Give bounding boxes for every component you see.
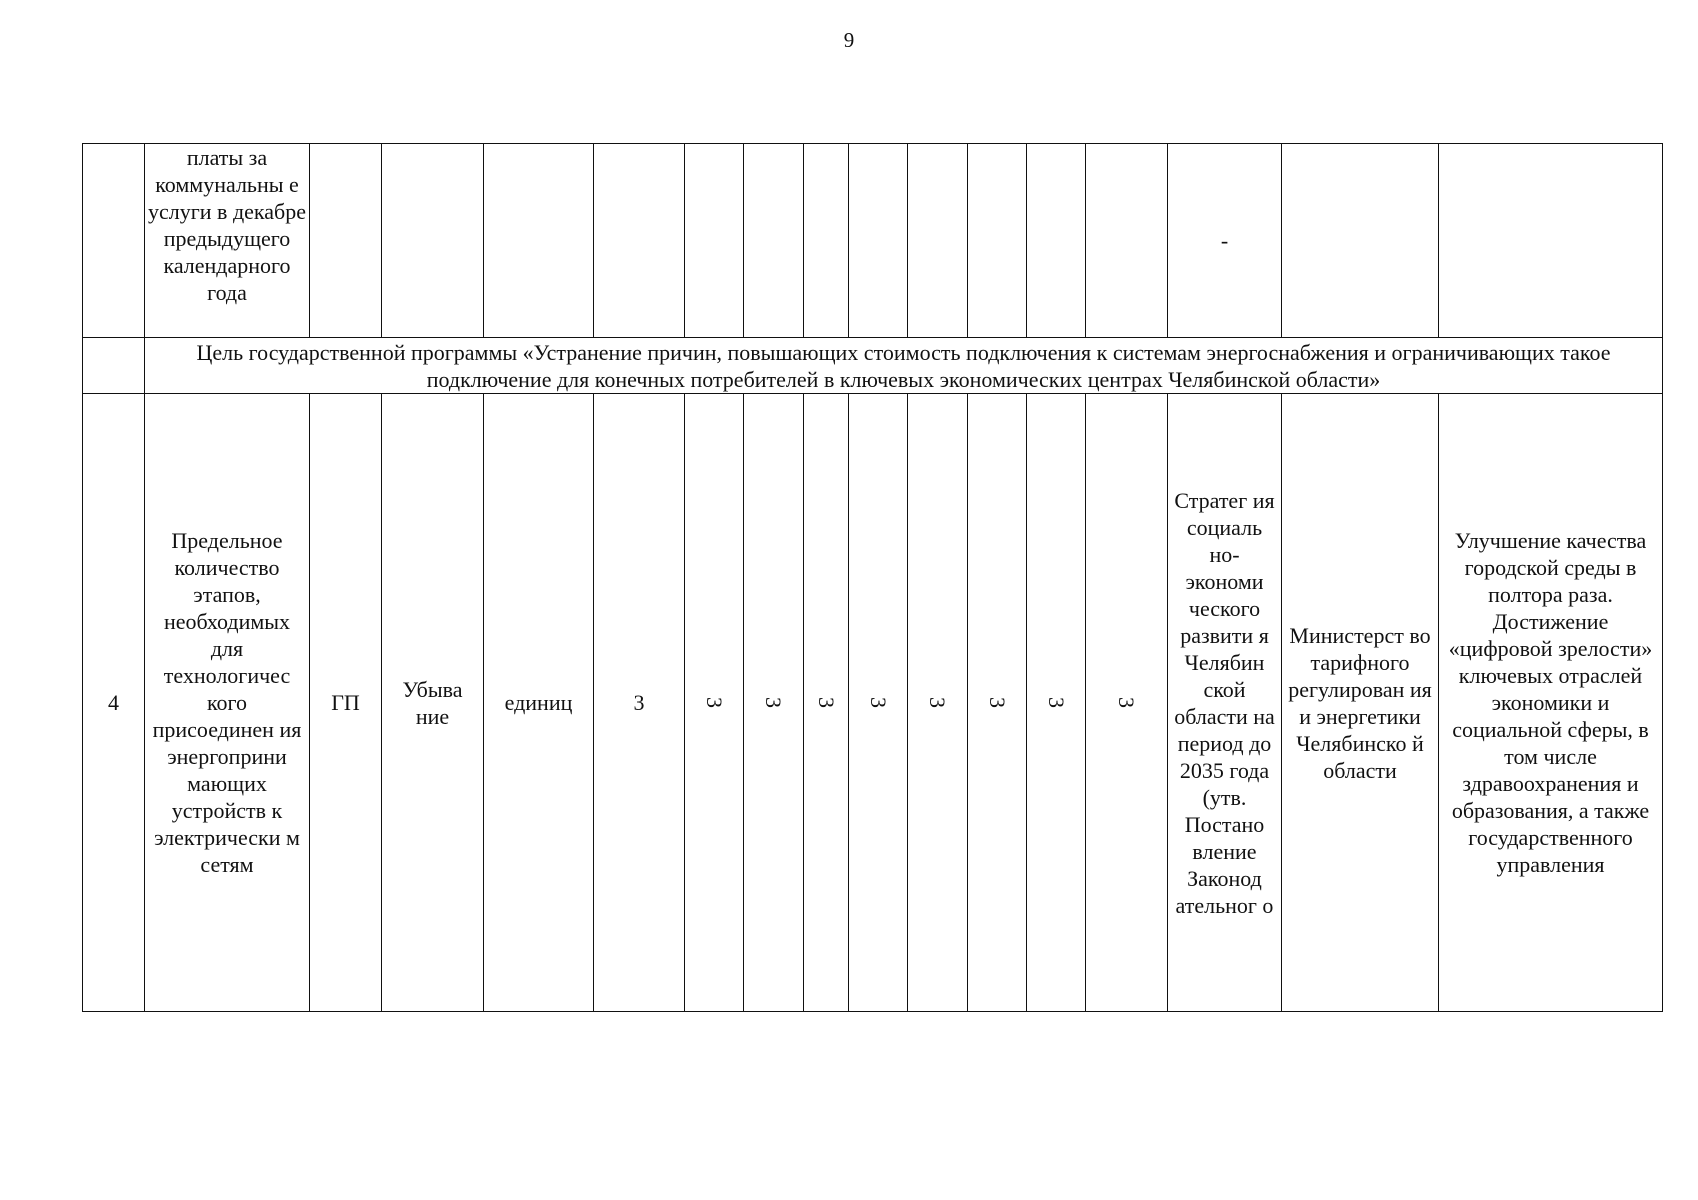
year-value-text: 3 — [984, 697, 1010, 708]
cell-empty — [1027, 144, 1086, 338]
year-value-text: 3 — [865, 697, 891, 708]
cell-year-value — [804, 394, 849, 1012]
cell-empty — [484, 144, 594, 338]
year-value-text: 3 — [701, 697, 727, 708]
cell-number-empty — [83, 144, 145, 338]
year-value-text: 3 — [1043, 697, 1069, 708]
cell-year-value — [1027, 394, 1086, 1012]
cell-trend: Убыва ние — [382, 394, 484, 1012]
table-row-goal — [83, 338, 1663, 394]
cell-year-value — [968, 394, 1027, 1012]
cell-empty — [1086, 144, 1168, 338]
cell-empty — [744, 144, 804, 338]
cell-year-value — [908, 394, 968, 1012]
table-row-4 — [83, 394, 1663, 1012]
cell-year-value — [849, 394, 908, 1012]
cell-document-basis-continued — [1168, 144, 1282, 338]
cell-year-value — [1086, 394, 1168, 1012]
dash-text: - — [1220, 228, 1229, 253]
cell-empty — [968, 144, 1027, 338]
cell-empty — [382, 144, 484, 338]
cell-base-value: 3 — [594, 394, 685, 1012]
cell-empty — [685, 144, 744, 338]
goal-heading: Цель государственной программы «Устранение причин, повышающих стоимость подключения к системам энергоснабжения и ограничивающих такое подключение для конечных потребителей в ключевых экономических центрах Челябинской области» — [145, 338, 1663, 394]
cell-empty — [1439, 144, 1663, 338]
cell-responsible: Министерст во тарифного регулирован ия и энергетики Челябинско й области — [1282, 394, 1439, 1012]
year-value-text: 3 — [925, 697, 950, 708]
cell-level: ГП — [310, 394, 382, 1012]
cell-year-value — [685, 394, 744, 1012]
year-value-text: 3 — [761, 697, 786, 708]
cell-indicator-name: Предельное количество этапов, необходимых для технологичес кого присоединен ия энергоприни мающих устройств к электрически м сетям — [145, 394, 310, 1012]
page-number: 9 — [843, 28, 855, 52]
cell-row-number: 4 — [83, 394, 145, 1012]
cell-empty — [1282, 144, 1439, 338]
table-row-continued — [83, 144, 1663, 338]
cell-empty — [804, 144, 849, 338]
cell-unit: единиц — [484, 394, 594, 1012]
cell-year-value — [744, 394, 804, 1012]
cell-national-goal: Улучшение качества городской среды в полтора раза. Достижение «цифровой зрелости» ключевых отраслей экономики и социальной сферы, в том числе здравоохранения и образования, а также государственного управления — [1439, 394, 1663, 1012]
year-value-text: 3 — [813, 697, 839, 708]
cell-number-empty — [83, 338, 145, 394]
cell-empty — [310, 144, 382, 338]
cell-empty — [908, 144, 968, 338]
cell-document-basis: Стратег ия социаль но- экономи ческого развити я Челябин ской области на период до 2035 года (утв. Постано вление Законод ательног о — [1168, 394, 1282, 1012]
indicators-table — [82, 143, 1663, 1012]
cell-empty — [849, 144, 908, 338]
year-value-text: 3 — [1114, 697, 1139, 708]
cell-indicator-name-continued: платы за коммунальны е услуги в декабре предыдущего календарного года — [145, 144, 310, 338]
cell-empty — [594, 144, 685, 338]
